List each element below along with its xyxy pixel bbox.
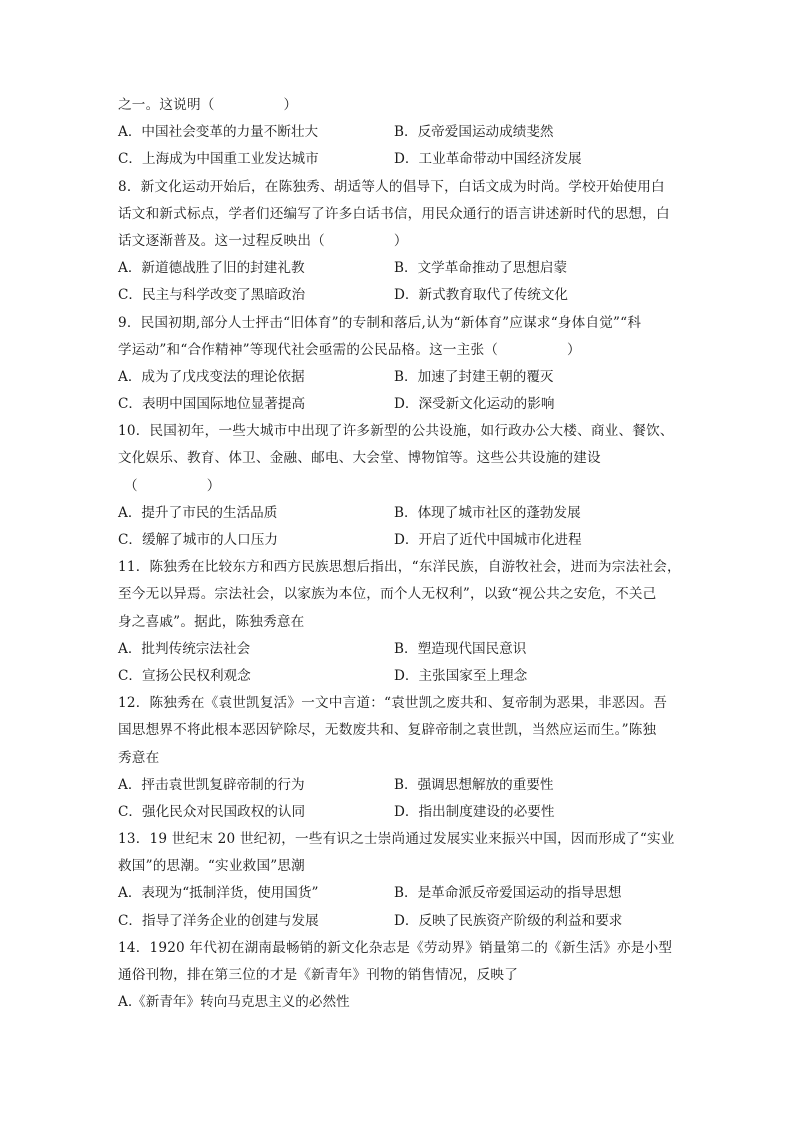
q12-option-a[interactable]: A．抨击袁世凯复辟帝制的行为 (118, 776, 305, 793)
q13-option-b[interactable]: B．是革命派反帝爱国运动的指导思想 (394, 885, 622, 902)
q12-stem-line: 国思想界不将此根本恶因铲除尽，无数废共和、复辟帝制之袁世凯，当然应运而生。”陈独 (118, 722, 657, 739)
option-row (118, 663, 678, 690)
q7-option-d[interactable]: D．工业革命带动中国经济发展 (394, 151, 582, 168)
q11-option-d[interactable]: D．主张国家至上理念 (394, 667, 528, 684)
q10-stem-line: 文化娱乐、教育、体卫、金融、邮电、大会堂、博物馆等。这些公共设施的建设 (118, 450, 601, 467)
q12-stem-line: 12．陈独秀在《袁世凯复活》一文中言道：“袁世凯之废共和、复帝制为恶果，非恶因。吾 (118, 695, 668, 712)
option-row (118, 989, 678, 1016)
option-row (118, 119, 678, 146)
q10-option-a[interactable]: A．提升了市民的生活品质 (118, 504, 278, 521)
q7-option-b[interactable]: B．反帝爱国运动成绩斐然 (394, 124, 554, 141)
q8-option-b[interactable]: B．文学革命推动了思想启蒙 (394, 260, 568, 277)
q9-option-d[interactable]: D．深受新文化运动的影响 (394, 396, 555, 413)
option-row (118, 282, 678, 309)
q11-option-c[interactable]: C．宣扬公民权利观念 (118, 667, 251, 684)
q13-option-d[interactable]: D．反映了民族资产阶级的利益和要求 (394, 912, 623, 929)
q9-option-b[interactable]: B．加速了封建王朝的覆灭 (394, 368, 554, 385)
exam-page (118, 92, 681, 1016)
q10-stem-line: （ ） (124, 477, 221, 494)
option-row (118, 908, 678, 935)
q11-stem-line: 身之喜戚”。据此，陈独秀意在 (118, 613, 305, 630)
q10-stem-line: 10．民国初年，一些大城市中出现了许多新型的公共设施，如行政办公大楼、商业、餐饮、 (118, 423, 674, 440)
q13-option-a[interactable]: A．表现为“抵制洋货，使用国货” (118, 885, 319, 902)
q10-option-c[interactable]: C．缓解了城市的人口压力 (118, 532, 278, 548)
q7-option-a[interactable]: A．中国社会变革的力量不断壮大 (118, 124, 319, 141)
q8-option-d[interactable]: D．新式教育取代了传统文化 (394, 287, 569, 304)
option-row (118, 636, 678, 663)
option-row (118, 146, 678, 173)
option-row (118, 880, 678, 907)
q11-stem-line: 至今无以异焉。宗法社会，以家族为本位，而个人无权利”，以致“视公共之安危，不关己 (118, 586, 657, 603)
q10-option-b[interactable]: B．体现了城市社区的蓬勃发展 (394, 504, 581, 521)
q14-stem-line: 通俗刊物，排在第三位的才是《新青年》刊物的销售情况，反映了 (118, 967, 519, 983)
q8-option-a[interactable]: A．新道德战胜了旧的封建礼教 (118, 260, 305, 277)
q7-option-c[interactable]: C．上海成为中国重工业发达城市 (118, 151, 319, 168)
q12-option-d[interactable]: D．指出制度建设的必要性 (394, 803, 555, 820)
q7-stem-tail: 之一。这说明（ ） (118, 97, 298, 113)
q9-stem-line: 9．民国初期,部分人士抨击“旧体育”的专制和落后,认为“新体育”应谋求“身体自觉”“科 (118, 314, 642, 331)
q11-stem-line: 11．陈独秀在比较东方和西方民族思想后指出，“东洋民族，自游牧社会，进而为宗法社会， (118, 559, 681, 576)
q11-option-a[interactable]: A．批判传统宗法社会 (118, 640, 251, 657)
q9-option-a[interactable]: A．成为了戊戌变法的理论依据 (118, 368, 305, 385)
q14-option-a[interactable]: A.《新青年》转向马克思主义的必然性 (118, 994, 350, 1011)
option-row (118, 500, 678, 527)
q9-stem-line: 学运动”和“合作精神”等现代社会亟需的公民品格。这一主张（ ） (118, 341, 581, 358)
option-row (118, 364, 678, 391)
q8-stem-line: 话文和新式标点，学者们还编写了许多白话书信，用民众通行的语言讲述新时代的思想，白 (118, 205, 670, 222)
option-row (118, 391, 678, 418)
option-row (118, 772, 678, 799)
q9-option-c[interactable]: C．表明中国国际地位显著提高 (118, 396, 306, 413)
option-row (118, 255, 678, 282)
q12-option-b[interactable]: B．强调思想解放的重要性 (394, 776, 554, 793)
q11-option-b[interactable]: B．塑造现代国民意识 (394, 640, 527, 657)
q8-stem-line: 话文逐渐普及。这一过程反映出（ ） (118, 232, 408, 249)
q10-option-d[interactable]: D．开启了近代中国城市化进程 (394, 532, 582, 548)
q8-option-c[interactable]: C．民主与科学改变了黑暗政治 (118, 287, 306, 304)
q8-stem-line: 8．新文化运动开始后，在陈独秀、胡适等人的倡导下，白话文成为时尚。学校开始使用白 (118, 178, 665, 195)
option-row (118, 799, 678, 826)
q13-option-c[interactable]: C．指导了洋务企业的创建与发展 (118, 912, 319, 929)
q14-stem-line: 14．1920 年代初在湖南最畅销的新文化杂志是《劳动界》销量第二的《新生活》亦是小型 (118, 939, 673, 956)
q13-stem-line: 救国”的思潮。“实业救国”思潮 (118, 858, 305, 875)
q12-option-c[interactable]: C．强化民众对民国政权的认同 (118, 803, 306, 820)
option-row (118, 527, 678, 554)
q12-stem-line: 秀意在 (118, 749, 160, 766)
q13-stem-line: 13．19 世纪末 20 世纪初，一些有识之士崇尚通过发展实业来振兴中国，因而形成了“实业 (118, 831, 675, 848)
